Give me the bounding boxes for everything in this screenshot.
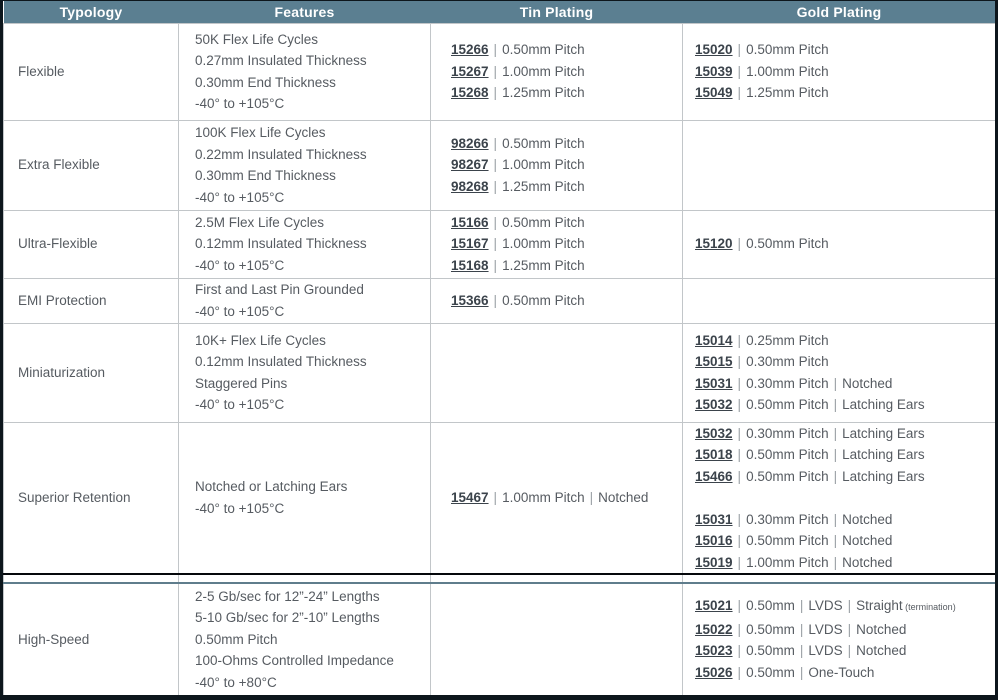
part-line [695,233,995,255]
spec-text: 1.00mm Pitch [502,63,585,79]
pipe-separator: | [493,236,498,252]
pipe-separator: | [493,63,498,79]
spec-text: 1.00mm Pitch [746,63,829,79]
spec-text: 1.00mm Pitch [502,490,585,505]
typology-label: Flexible [18,63,65,79]
spec-text: Latching Ears [842,468,925,484]
feature-line: Staggered Pins [195,375,288,391]
pipe-separator: | [737,511,742,527]
part-number-link[interactable]: 15016 [695,533,733,548]
spec-text: 0.50mm Pitch [746,397,829,412]
gold-plating-cell [683,583,996,695]
pipe-separator: | [493,157,498,173]
feature-line: 2-5 Gb/sec for 12”-24” Lengths [195,588,380,604]
feature-line: -40° to +80°C [195,674,277,690]
part-line [451,133,682,155]
table-row [4,23,996,120]
part-line [695,640,995,662]
feature-line: -40° to +105°C [195,397,285,412]
feature-line: -40° to +105°C [195,303,285,319]
pipe-separator: | [737,643,742,659]
pipe-separator: | [737,375,742,391]
typology-cell [4,120,179,210]
separator-cell [179,574,431,583]
pipe-separator: | [493,490,498,505]
spec-text: Straight [856,598,903,614]
column-header-features: Features [179,1,431,23]
spec-text: Latching Ears [842,397,925,412]
part-number-link[interactable]: 15021 [695,598,733,614]
termination-note: (termination) [902,602,956,613]
part-number-link[interactable]: 15167 [451,236,489,252]
spec-text: 0.50mm Pitch [502,214,585,230]
tin-plating-cell [431,120,683,210]
feature-line: 0.22mm Insulated Thickness [195,146,367,162]
spec-text: 1.00mm Pitch [502,157,585,173]
part-number-link[interactable]: 15266 [451,42,489,58]
typology-label: EMI Protection [18,292,107,308]
tin-plating-cell [431,583,683,695]
feature-line: 0.12mm Insulated Thickness [195,236,367,252]
part-line [695,394,995,416]
pipe-separator: | [737,598,742,614]
pipe-separator: | [493,42,498,58]
spec-text: 0.25mm Pitch [746,332,829,348]
spec-text: Notched [598,490,649,505]
tin-plating-cell [431,23,683,120]
part-number-link[interactable]: 15014 [695,332,733,348]
part-line [451,212,682,234]
table-header [4,1,996,23]
gold-plating-cell [683,210,996,278]
table-row [4,583,996,695]
table-row [4,422,996,574]
part-line [451,290,682,312]
tin-plating-cell [431,323,683,422]
part-line [695,466,995,488]
pipe-separator: | [799,598,804,614]
spec-text: 0.50mm [746,598,795,614]
part-line [451,487,682,509]
part-number-link[interactable]: 15168 [451,257,489,273]
part-line [451,154,682,176]
feature-line: 0.27mm Insulated Thickness [195,53,367,68]
spec-text: 0.30mm Pitch [746,375,829,391]
spec-text: One-Touch [808,664,875,680]
part-number-link[interactable]: 15166 [451,214,489,230]
pipe-separator: | [737,425,742,441]
part-number-link[interactable]: 15032 [695,397,733,412]
pipe-separator: | [589,490,594,505]
features-cell [179,323,431,422]
feature-line: -40° to +105°C [195,96,285,111]
feature-line: First and Last Pin Grounded [195,282,364,297]
spec-text: 1.00mm Pitch [502,236,585,252]
pipe-separator: | [833,511,838,527]
part-line [451,255,682,277]
spec-text: 1.25mm Pitch [502,85,585,101]
spec-text: Notched [842,554,893,570]
spec-text: 0.30mm Pitch [746,511,829,527]
pipe-separator: | [737,354,742,369]
pipe-separator: | [737,621,742,637]
part-line [451,82,682,104]
feature-line: 0.30mm End Thickness [195,74,336,90]
spec-text: Notched [842,375,893,391]
part-number-link[interactable]: 98267 [451,157,489,173]
part-line [451,176,682,198]
separator-cell [4,574,179,583]
part-number-link[interactable]: 15023 [695,643,733,659]
tin-plating-cell [431,210,683,278]
spec-text: 0.50mm Pitch [746,468,829,484]
part-line [695,330,995,352]
column-header-gold-plating: Gold Plating [683,1,996,23]
part-line [695,351,995,373]
part-number-link[interactable]: 15120 [695,236,733,252]
pipe-separator: | [847,621,852,637]
pipe-separator: | [847,643,852,659]
gold-plating-cell [683,23,996,120]
pipe-separator: | [493,85,498,101]
spec-text: 0.50mm Pitch [746,42,829,58]
part-number-link[interactable]: 15049 [695,85,733,101]
part-number-link[interactable]: 15031 [695,511,733,527]
features-cell [179,583,431,695]
pipe-separator: | [737,664,742,680]
column-header-typology: Typology [4,1,179,23]
tin-plating-cell [431,278,683,323]
feature-line: -40° to +105°C [195,189,285,205]
features-cell [179,210,431,278]
product-table-body [4,23,996,695]
part-line [451,61,682,83]
typology-cell [4,323,179,422]
feature-line: Notched or Latching Ears [195,479,348,495]
pipe-separator: | [737,533,742,548]
product-table [3,1,996,696]
typology-label: Superior Retention [18,490,131,505]
feature-line: 100-Ohms Controlled Impedance [195,653,394,668]
column-header-tin-plating: Tin Plating [431,1,683,23]
part-line [695,662,995,684]
table-row [4,120,996,210]
typology-label: High-Speed [18,631,90,647]
part-line [695,61,995,83]
spec-text: 0.50mm [746,643,795,659]
spacer-line [695,487,995,509]
typology-cell [4,210,179,278]
separator-cell [431,574,683,583]
pipe-separator: | [847,598,852,614]
part-number-link[interactable]: 15032 [695,425,733,441]
spec-text: 0.50mm Pitch [502,42,585,58]
part-number-link[interactable]: 15039 [695,63,733,79]
part-number-link[interactable]: 15031 [695,375,733,391]
typology-cell [4,278,179,323]
gold-plating-cell [683,422,996,574]
pipe-separator: | [799,664,804,680]
part-number-link[interactable]: 15019 [695,554,733,570]
spec-text: 1.25mm Pitch [746,85,829,101]
pipe-separator: | [799,643,804,659]
typology-cell [4,583,179,695]
spec-text: Notched [856,621,907,637]
part-number-link[interactable]: 15018 [695,447,733,462]
feature-line: 5-10 Gb/sec for 2”-10” Lengths [195,610,380,625]
part-number-link[interactable]: 15267 [451,63,489,79]
features-cell [179,278,431,323]
spec-text: Notched [842,511,893,527]
part-line [695,509,995,531]
feature-line: 10K+ Flex Life Cycles [195,332,326,348]
part-line [695,82,995,104]
spec-text: LVDS [808,643,843,659]
gold-plating-cell [683,120,996,210]
pipe-separator: | [833,397,838,412]
pipe-separator: | [737,468,742,484]
separator-cell [683,574,996,583]
typology-label: Ultra-Flexible [18,236,98,252]
pipe-separator: | [833,554,838,570]
feature-line: 0.30mm End Thickness [195,168,336,183]
typology-cell [4,23,179,120]
feature-line: 2.5M Flex Life Cycles [195,214,325,230]
pipe-separator: | [833,425,838,441]
feature-line: -40° to +105°C [195,500,285,516]
spec-text: 1.00mm Pitch [746,554,829,570]
part-line [695,552,995,574]
spec-text: 0.50mm [746,664,795,680]
part-line [695,444,995,466]
part-number-link[interactable]: 15366 [451,292,489,308]
part-line [695,530,995,552]
pipe-separator: | [833,447,838,462]
table-row [4,278,996,323]
spec-text: Notched [856,643,907,659]
part-line [695,373,995,395]
pipe-separator: | [737,63,742,79]
spec-text: LVDS [808,621,843,637]
spec-text: 0.50mm [746,621,795,637]
part-number-link[interactable]: 15026 [695,664,733,680]
part-line [695,595,995,619]
part-number-link[interactable]: 15015 [695,354,733,369]
spec-text: 0.50mm Pitch [746,447,829,462]
feature-line: 0.50mm Pitch [195,631,278,647]
part-line [695,619,995,641]
part-number-link[interactable]: 15268 [451,85,489,101]
typology-cell [4,422,179,574]
table-row [4,210,996,278]
pipe-separator: | [833,375,838,391]
feature-line: -40° to +105°C [195,257,285,273]
part-number-link[interactable]: 15022 [695,621,733,637]
part-number-link[interactable]: 15020 [695,42,733,58]
spec-text: 0.50mm Pitch [746,236,829,252]
part-number-link[interactable]: 98268 [451,178,489,194]
features-cell [179,422,431,574]
typology-label: Miniaturization [18,364,106,380]
spec-text: Notched [842,533,893,548]
pipe-separator: | [799,621,804,637]
part-line [451,233,682,255]
spec-text: LVDS [808,598,843,614]
spec-text: 1.25mm Pitch [502,178,585,194]
pipe-separator: | [737,42,742,58]
feature-line: 100K Flex Life Cycles [195,125,326,140]
gold-plating-cell [683,323,996,422]
pipe-separator: | [737,85,742,101]
spec-text: 0.30mm Pitch [746,425,829,441]
pipe-separator: | [737,332,742,348]
section-separator [4,574,996,583]
feature-line: 50K Flex Life Cycles [195,31,319,47]
pipe-separator: | [833,533,838,548]
spec-text: Latching Ears [842,425,925,441]
part-number-link[interactable]: 15467 [451,490,489,505]
pipe-separator: | [493,178,498,194]
pipe-separator: | [493,257,498,273]
spec-text: 1.25mm Pitch [502,257,585,273]
typology-label: Extra Flexible [18,157,100,173]
spec-text: Latching Ears [842,447,925,462]
pipe-separator: | [737,447,742,462]
part-number-link[interactable]: 15466 [695,468,733,484]
part-number-link[interactable]: 98266 [451,135,489,151]
spec-text: 0.30mm Pitch [746,354,829,369]
tin-plating-cell [431,422,683,574]
pipe-separator: | [737,397,742,412]
pipe-separator: | [737,236,742,252]
feature-line: 0.12mm Insulated Thickness [195,354,367,369]
table-row [4,323,996,422]
part-line [695,39,995,61]
spec-text: 0.50mm Pitch [746,533,829,548]
pipe-separator: | [833,468,838,484]
gold-plating-cell [683,278,996,323]
part-line [451,39,682,61]
pipe-separator: | [493,292,498,308]
features-cell [179,23,431,120]
spec-text: 0.50mm Pitch [502,292,585,308]
pipe-separator: | [493,135,498,151]
pipe-separator: | [737,554,742,570]
features-cell [179,120,431,210]
part-line [695,423,995,445]
spec-text: 0.50mm Pitch [502,135,585,151]
pipe-separator: | [493,214,498,230]
